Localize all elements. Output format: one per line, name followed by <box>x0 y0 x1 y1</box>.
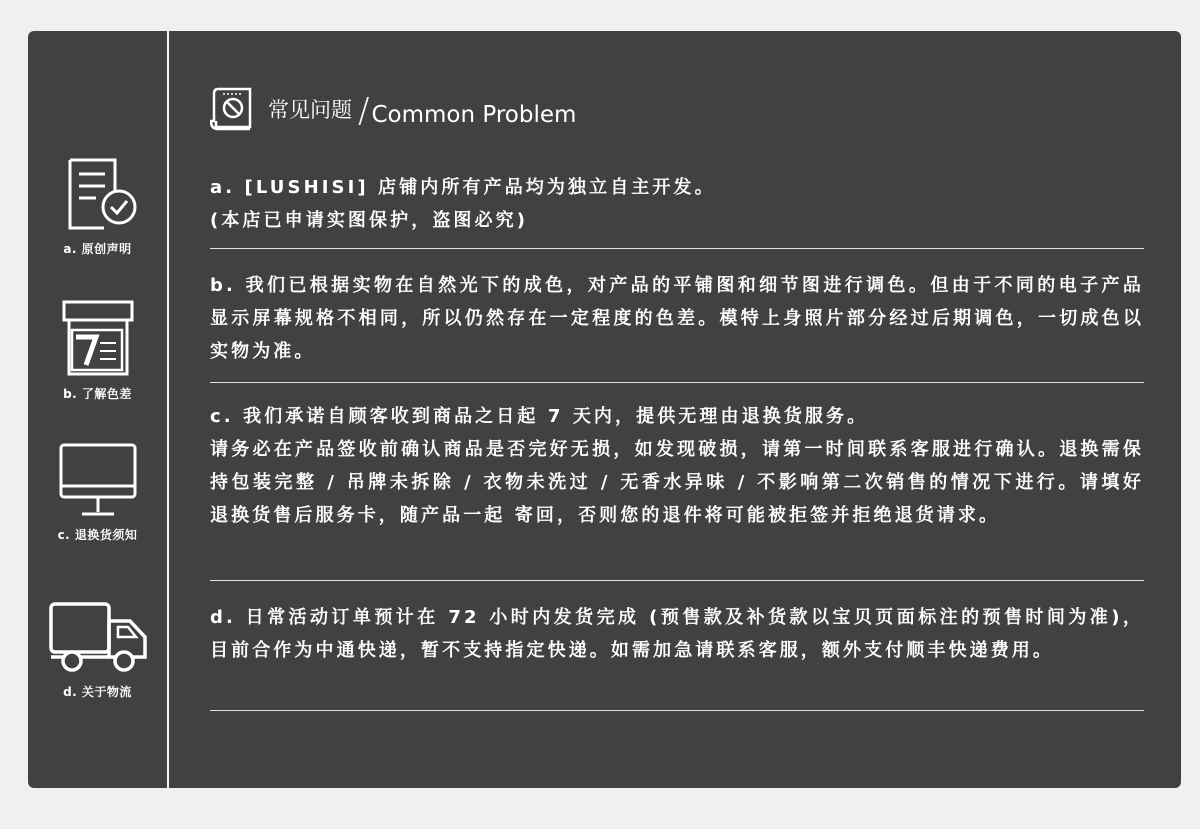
faq-text: 请务必在产品签收前确认商品是否完好无损，如发现破损，请第一时间联系客服进行确认。退换需保持包装完整 / 吊牌未拆除 / 衣物未洗过 / 无香水异味 / 不影响第二次销售的情况下进行。请填好退换货售后服务卡，随产品一起 寄回，否则您的退件将可能被拒签并拒绝退货请求。 <box>210 439 1144 526</box>
section-divider <box>210 710 1144 711</box>
section-divider <box>210 248 1144 249</box>
faq-text: c. 我们承诺自顾客收到商品之日起 7 天内，提供无理由退换货服务。 <box>210 406 869 427</box>
monitor-icon <box>58 442 138 518</box>
sidebar-label: b. 了解色差 <box>63 387 132 401</box>
sidebar-item-color-difference <box>28 297 167 402</box>
faq-section-c <box>210 400 1144 532</box>
faq-text: b. 我们已根据实物在自然光下的成色，对产品的平铺图和细节图进行调色。但由于不同的电子产品显示屏幕规格不相同，所以仍然存在一定程度的色差。模特上身照片部分经过后期调色，一切成色以实物为准。 <box>210 275 1144 362</box>
faq-section-b <box>210 269 1144 368</box>
faq-section-d <box>210 601 1144 667</box>
page-subtitle: Common Problem <box>371 102 577 128</box>
document-check-icon <box>58 156 138 232</box>
sidebar-item-logistics <box>28 599 167 700</box>
faq-section-a <box>210 171 1144 237</box>
sidebar-label: d. 关于物流 <box>63 685 132 699</box>
faq-text: (本店已申请实图保护，盗图必究) <box>210 210 529 231</box>
sidebar-label: a. 原创声明 <box>63 242 132 256</box>
no-sign-scroll-icon <box>210 85 260 133</box>
title-separator: / <box>358 91 370 131</box>
section-divider <box>210 580 1144 581</box>
seven-day-box-icon <box>58 297 138 377</box>
sidebar-divider <box>167 31 169 788</box>
faq-text: a. [LUSHISI] 店铺内所有产品均为独立自主开发。 <box>210 177 716 198</box>
section-divider <box>210 382 1144 383</box>
page-title: 常见问题 <box>268 98 352 122</box>
sidebar-item-original-statement <box>28 156 167 257</box>
sidebar-label: c. 退换货须知 <box>57 528 138 542</box>
faq-text: d. 日常活动订单预计在 72 小时内发货完成 (预售款及补货款以宝贝页面标注的预售时间为准)，目前合作为中通快递，暂不支持指定快递。如需加急请联系客服，额外支付顺丰快递费用。 <box>210 607 1144 661</box>
sidebar-item-return-notice <box>28 442 167 543</box>
truck-icon <box>48 599 148 675</box>
section-header <box>210 84 576 134</box>
